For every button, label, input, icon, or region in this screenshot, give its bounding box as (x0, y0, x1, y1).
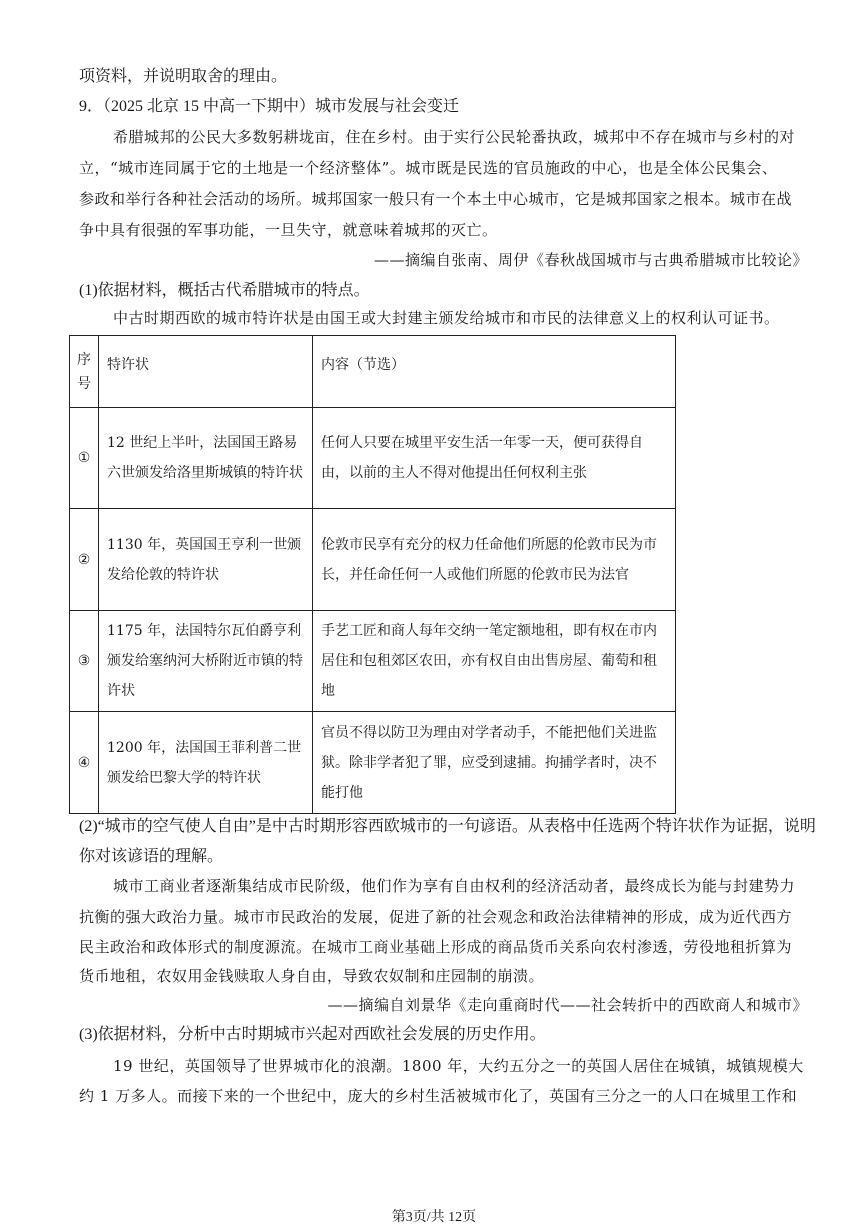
row-content: 手艺工匠和商人每年交纳一笔定额地租，即有权在市内居住和包租郊区农田，亦有权自由出售房屋、葡萄和租地 (313, 611, 676, 712)
material1-line: 希腊城邦的公民大多数躬耕垅亩，住在乡村。由于实行公民轮番执政，城邦中不存在城市与乡村的对 (113, 128, 796, 146)
question-heading: 9．（2025 北京 15 中高一下期中）城市发展与社会变迁 (79, 98, 460, 115)
table-row (70, 509, 676, 611)
material3-line: 民主政治和政体形式的制度源流。在城市工商业基础上形成的商品货币关系向农村渗透，劳役地租折算为 (79, 938, 793, 956)
intro-line: 项资料，并说明取舍的理由。 (79, 68, 288, 85)
row-content: 伦敦市民享有充分的权力任命他们所愿的伦敦市民为市长，并任命任何一人或他们所愿的伦敦市民为法官 (313, 509, 676, 611)
material3-line: 抗衡的强大政治力量。城市市民政治的发展，促进了新的社会观念和政治法律精神的形成，成为近代西方 (79, 908, 793, 926)
row-num: ② (70, 509, 99, 611)
row-num: ④ (70, 712, 99, 814)
row-charter: 1130 年，英国国王亨利一世颁发给伦敦的特许状 (99, 509, 313, 611)
row-charter: 1200 年，法国国王菲利普二世颁发给巴黎大学的特许状 (99, 712, 313, 814)
material1-source: ——摘编自张南、周伊《春秋战国城市与古典希腊城市比较论》 (373, 251, 808, 269)
question-2-line: 你对该谚语的理解。 (79, 848, 224, 865)
question-1: (1)依据材料，概括古代希腊城市的特点。 (79, 282, 370, 299)
page-footer: 第3页/共 12页 (391, 1210, 477, 1225)
material2-intro: 中古时期西欧的城市特许状是由国王或大封建主颁发给城市和市民的法律意义上的权利认可证书。 (113, 309, 780, 327)
header-num: 序号 (70, 336, 99, 408)
table-row (70, 712, 676, 814)
material1-line: 立，“城市连同属于它的土地是一个经济整体”。城市既是民选的官员施政的中心，也是全体公民集会、 (79, 159, 778, 177)
table-row (70, 611, 676, 712)
material3-line: 城市工商业者逐渐集结成市民阶级，他们作为享有自由权利的经济活动者，最终成长为能与封建势力 (113, 877, 796, 895)
material1-line: 争中具有很强的军事功能，一旦失守，就意味着城邦的灭亡。 (79, 221, 498, 239)
header-content: 内容（节选） (313, 336, 676, 408)
question-2-line: (2)“城市的空气使人自由”是中古时期形容西欧城市的一句谚语。从表格中任选两个特许状作为证据，说明 (79, 818, 816, 835)
row-content: 任何人只要在城里平安生活一年零一天，便可获得自由，以前的主人不得对他提出任何权利主张 (313, 408, 676, 509)
row-charter: 1175 年，法国特尔瓦伯爵亨利颁发给塞纳河大桥附近市镇的特许状 (99, 611, 313, 712)
material3-source: ——摘编自刘景华《走向重商时代——社会转折中的西欧商人和城市》 (327, 996, 808, 1014)
table-header-row (70, 336, 676, 408)
question-3: (3)依据材料，分析中古时期城市兴起对西欧社会发展的历史作用。 (79, 1026, 546, 1043)
table-row (70, 408, 676, 509)
material3-line: 货币地租，农奴用金钱赎取人身自由，导致农奴制和庄园制的崩溃。 (79, 967, 545, 985)
material4-line: 19 世纪，英国领导了世界城市化的浪潮。1800 年，大约五分之一的英国人居住在城镇，城镇规模大 (113, 1057, 804, 1075)
charter-table (69, 335, 676, 814)
row-num: ③ (70, 611, 99, 712)
material4-line: 约 1 万多人。而接下来的一个世纪中，庞大的乡村生活被城市化了，英国有三分之一的人口在城里工作和 (79, 1087, 798, 1105)
row-charter: 12 世纪上半叶，法国国王路易六世颁发给洛里斯城镇的特许状 (99, 408, 313, 509)
header-charter: 特许状 (99, 336, 313, 408)
row-content: 官员不得以防卫为理由对学者动手，不能把他们关进监狱。除非学者犯了罪，应受到逮捕。拘捕学者时，决不能打他 (313, 712, 676, 814)
material1-line: 参政和举行各种社会活动的场所。城邦国家一般只有一个本土中心城市，它是城邦国家之根本。城市在战 (79, 190, 793, 208)
row-num: ① (70, 408, 99, 509)
